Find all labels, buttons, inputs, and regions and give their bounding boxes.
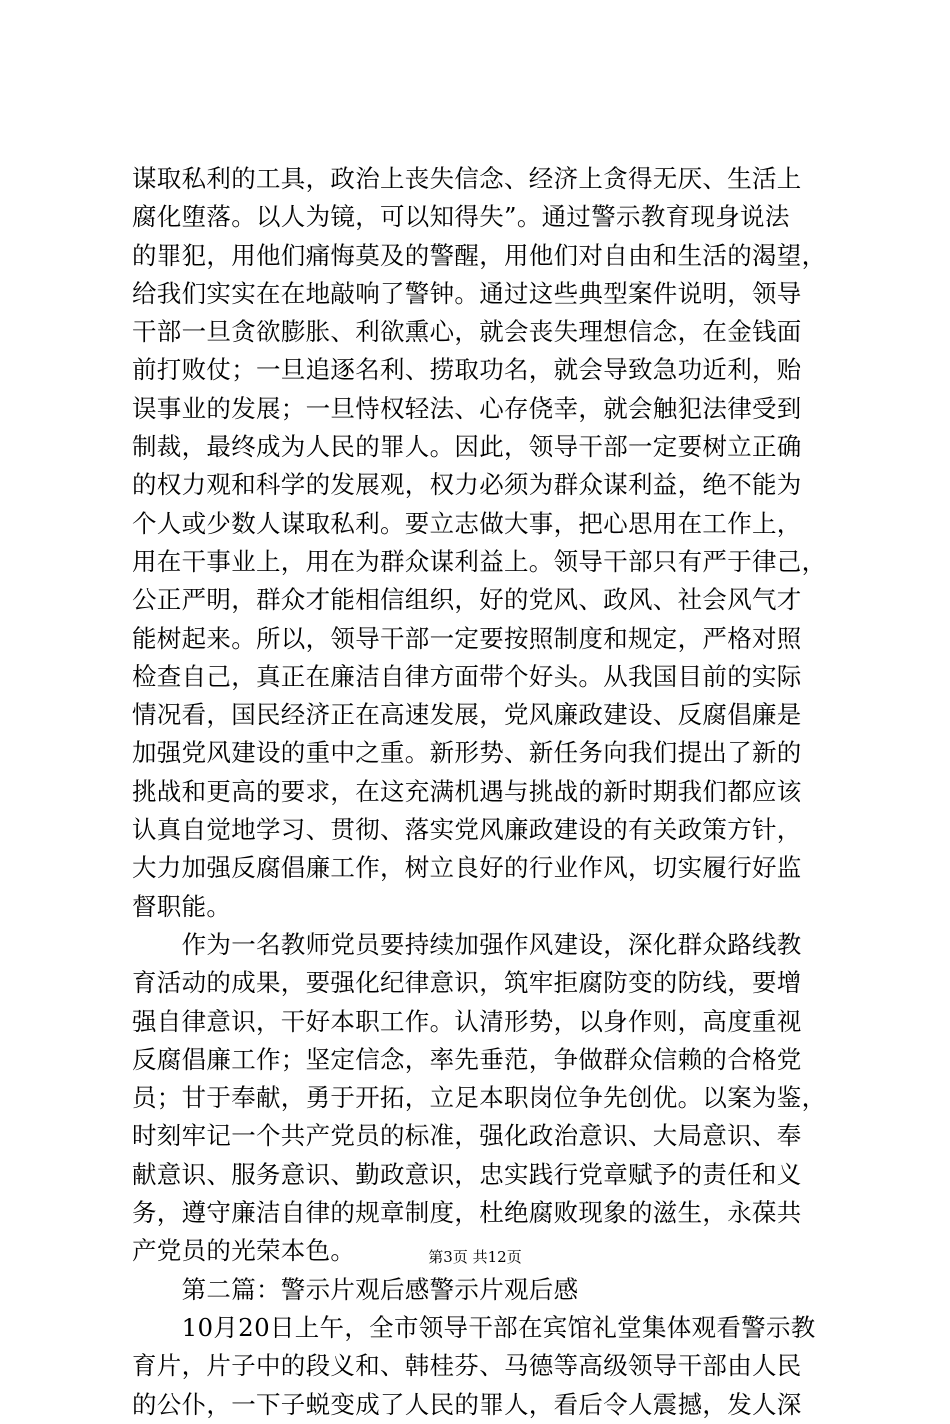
text-line: 误事业的发展；一旦恃权轻法、心存侥幸，就会触犯法律受到 — [132, 393, 802, 423]
text-line: 育活动的成果，要强化纪律意识，筑牢拒腐防变的防线，要增 — [132, 968, 802, 998]
text-line: 第二篇：警示片观后感警示片观后感 — [132, 1274, 579, 1304]
text-line: 认真自觉地学习、贯彻、落实党风廉政建设的有关政策方针， — [132, 815, 802, 845]
text-line: 干部一旦贪欲膨胀、利欲熏心，就会丧失理想信念，在金钱面 — [132, 317, 802, 347]
document-body — [132, 160, 828, 1424]
text-line: 加强党风建设的重中之重。新形势、新任务向我们提出了新的 — [132, 738, 802, 768]
text-line: 前打败仗；一旦追逐名利、捞取功名，就会导致急功近利，贻 — [132, 355, 802, 385]
text-line: 公正严明，群众才能相信组织，好的党风、政风、社会风气才 — [132, 585, 802, 615]
text-line: 献意识、服务意识、勤政意识，忠实践行党章赋予的责任和义 — [132, 1159, 802, 1189]
text-line: 的罪犯，用他们痛悔莫及的警醒，用他们对自由和生活的渴望， — [132, 240, 827, 270]
page-number-footer: 第3页 共12页 — [428, 1248, 522, 1266]
text-line: 谋取私利的工具，政治上丧失信念、经济上贪得无厌、生活上 — [132, 164, 802, 193]
text-line: 的权力观和科学的发展观，权力必须为群众谋利益，绝不能为 — [132, 470, 802, 500]
text-line: 作为一名教师党员要持续加强作风建设，深化群众路线教 — [132, 929, 802, 959]
text-line: 员；甘于奉献，勇于开拓，立足本职岗位争先创优。以案为鉴， — [132, 1083, 827, 1113]
text-line: 大力加强反腐倡廉工作，树立良好的行业作风，切实履行好监 — [132, 853, 802, 883]
text-line: 务，遵守廉洁自律的规章制度，杜绝腐败现象的滋生，永葆共 — [132, 1198, 802, 1228]
text-line: 用在干事业上，用在为群众谋利益上。领导干部只有严于律己， — [132, 546, 827, 576]
text-line: 时刻牢记一个共产党员的标准，强化政治意识、大局意识、奉 — [132, 1121, 802, 1151]
text-line: 强自律意识，干好本职工作。认清形势，以身作则，高度重视 — [132, 1006, 802, 1036]
text-line: 个人或少数人谋取私利。要立志做大事，把心思用在工作上， — [132, 508, 802, 538]
text-line: 10月20日上午，全市领导干部在宾馆礼堂集体观看警示教 — [132, 1312, 816, 1342]
text-line: 挑战和更高的要求，在这充满机遇与挑战的新时期我们都应该 — [132, 776, 802, 806]
text-line: 能树起来。所以，领导干部一定要按照制度和规定，严格对照 — [132, 623, 802, 653]
text-line: 产党员的光荣本色。 — [132, 1236, 356, 1266]
text-line: 检查自己，真正在廉洁自律方面带个好头。从我国目前的实际 — [132, 661, 802, 691]
text-line: 腐化堕落。以人为镜，可以知得失”。通过警示教育现身说法 — [132, 202, 790, 232]
text-line: 给我们实实在在地敲响了警钟。通过这些典型案件说明，领导 — [132, 278, 802, 308]
text-line: 的公仆，一下子蜕变成了人民的罪人，看后令人震撼，发人深 — [132, 1389, 802, 1419]
text-line: 督职能。 — [132, 891, 232, 921]
text-line: 制裁，最终成为人民的罪人。因此，领导干部一定要树立正确 — [132, 432, 802, 462]
text-line: 育片，片子中的段义和、韩桂芬、马德等高级领导干部由人民 — [132, 1351, 802, 1381]
text-line: 反腐倡廉工作；坚定信念，率先垂范，争做群众信赖的合格党 — [132, 1044, 802, 1074]
text-line: 情况看，国民经济正在高速发展，党风廉政建设、反腐倡廉是 — [132, 700, 802, 730]
